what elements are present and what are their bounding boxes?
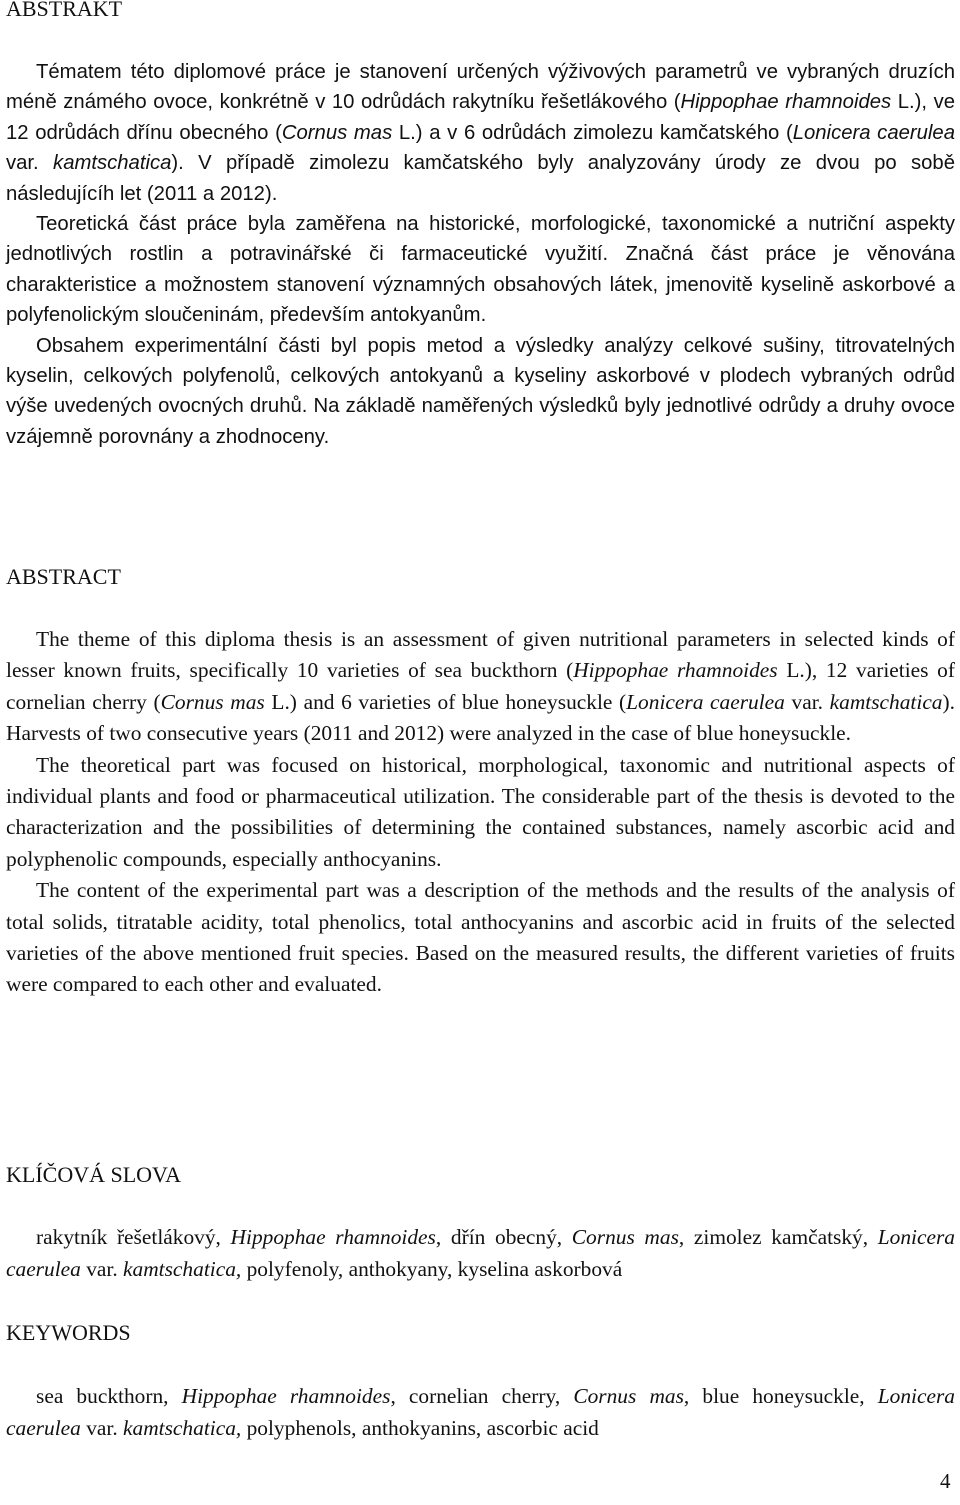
italic-term: Lonicera caerulea [6, 1225, 955, 1281]
text-run: Obsahem experimentální části byl popis metod a výsledky analýzy celkové sušiny, titrovatelných kyselin, celkových polyfenolů, celkových antokyanů a kyseliny askorbové v plodech vybraných odrůd výše uvedených ovocných druhů. Na základě naměřených výsledků byly jednotlivé odrůdy a druhy ovoce vzájemně porovnány a zhodnoceny. [6, 334, 955, 448]
italic-term: Lonicera caerulea [6, 1384, 955, 1440]
heading-abstract: ABSTRACT [6, 564, 121, 589]
italic-term: kamtschatica, [123, 1415, 242, 1440]
text-run: The theme of this diploma thesis is an assessment of given nutritional parameters in selected kinds of lesser known fruits, specifically 10 varieties of sea buckthorn ( [6, 627, 955, 683]
italic-term: Cornus mas [160, 689, 265, 714]
italic-term: Cornus mas [281, 121, 393, 144]
keywords-body [6, 1381, 955, 1444]
text-run: L.) and 6 varieties of blue honeysuckle ( [264, 689, 627, 714]
text-run: Tématem této diplomové práce je stanovení určených výživových parametrů ve vybraných druzích méně známého ovoce, konkrétně v 10 odrůdách rakytníku řešetlákového ( [6, 61, 955, 114]
text-run: , blue honeysuckle, [683, 1384, 878, 1408]
abstract-body [6, 624, 955, 1001]
text-run: Teoretická část práce byla zaměřena na historické, morfologické, taxonomické a nutriční aspekty jednotlivých rostlin a potravinářské či farmaceutické využití. Značná část práce je věnována charakteristice a možnostem stanovení významných obsahových látek, jmenovitě kyselině askorbové a polyfenolickým sloučeninám, především antokyanům. [6, 213, 955, 327]
abstrakt-body [6, 57, 955, 452]
klicova-slova-paragraph [6, 1222, 955, 1285]
italic-term: Cornus mas [573, 1384, 684, 1408]
abstract-paragraph-3 [6, 875, 955, 1001]
italic-term: kamtschatica [53, 152, 172, 175]
text-run: ). V případě zimolezu kamčatského byly analyzovány úrody ze dvou po sobě následujícíh let (2011 a 2012). [6, 152, 955, 205]
heading-abstrakt: ABSTRAKT [6, 0, 123, 21]
text-run: var. [6, 152, 54, 175]
text-run: The theoretical part was focused on historical, morphological, taxonomic and nutritional aspects of individual plants and food or pharmaceutical utilization. The considerable part of the thesis is devoted to the characterization and the possibilities of determining the contained substances, namely ascorbic acid and polyphenolic compounds, especially anthocyanins. [6, 752, 955, 871]
italic-term: Hippophae rhamnoides [230, 1225, 436, 1249]
text-run: ). Harvests of two consecutive years (2011 and 2012) were analyzed in the case of blue honeysuckle. [6, 689, 955, 746]
text-run: sea buckthorn, [36, 1384, 182, 1408]
abstract-paragraph-2 [6, 750, 955, 876]
keywords-paragraph [6, 1381, 955, 1444]
abstrakt-paragraph-1 [6, 57, 955, 209]
text-run: L.) a v 6 odrůdách zimolezu kamčatského ( [392, 121, 793, 144]
text-run: var. [80, 1256, 124, 1281]
italic-term: Hippophae rhamnoides [573, 658, 778, 683]
text-run: polyfenoly, anthokyany, kyselina askorbová [241, 1256, 623, 1281]
italic-term: Cornus mas [571, 1225, 679, 1249]
heading-klicova-slova: KLÍČOVÁ SLOVA [6, 1162, 181, 1187]
abstrakt-paragraph-3 [6, 331, 955, 453]
abstract-paragraph-1 [6, 624, 955, 750]
text-run: , dřín obecný, [435, 1225, 572, 1249]
italic-term: Lonicera caerulea [626, 689, 785, 714]
heading-keywords: KEYWORDS [6, 1320, 131, 1345]
klicova-slova-body [6, 1222, 955, 1285]
italic-term: Hippophae rhamnoides [181, 1384, 391, 1408]
text-run: L.), ve 12 odrůdách dřínu obecného ( [6, 91, 955, 144]
italic-term: Lonicera caerulea [792, 121, 955, 144]
text-run: L.), 12 varieties of cornelian cherry ( [6, 658, 955, 714]
text-run: var. [784, 689, 830, 714]
abstrakt-paragraph-2 [6, 209, 955, 331]
page-number: 4 [940, 1469, 951, 1493]
text-run: rakytník řešetlákový, [36, 1225, 231, 1249]
italic-term: kamtschatica, [123, 1256, 242, 1281]
text-run: , cornelian cherry, [390, 1384, 574, 1408]
text-run: The content of the experimental part was a description of the methods and the results of the analysis of total solids, titratable acidity, total phenolics, total anthocyanins and ascorbic acid in fruits of the selected varieties of the above mentioned fruit species. Based on the measured results, the different varieties of fruits were compared to each other and evaluated. [6, 878, 955, 997]
text-run: polyphenols, anthokyanins, ascorbic acid [241, 1415, 599, 1440]
text-run: , zimolez kamčatský, [678, 1225, 878, 1249]
text-run: var. [80, 1415, 124, 1440]
italic-term: Hippophae rhamnoides [680, 91, 892, 114]
italic-term: kamtschatica [829, 689, 943, 714]
